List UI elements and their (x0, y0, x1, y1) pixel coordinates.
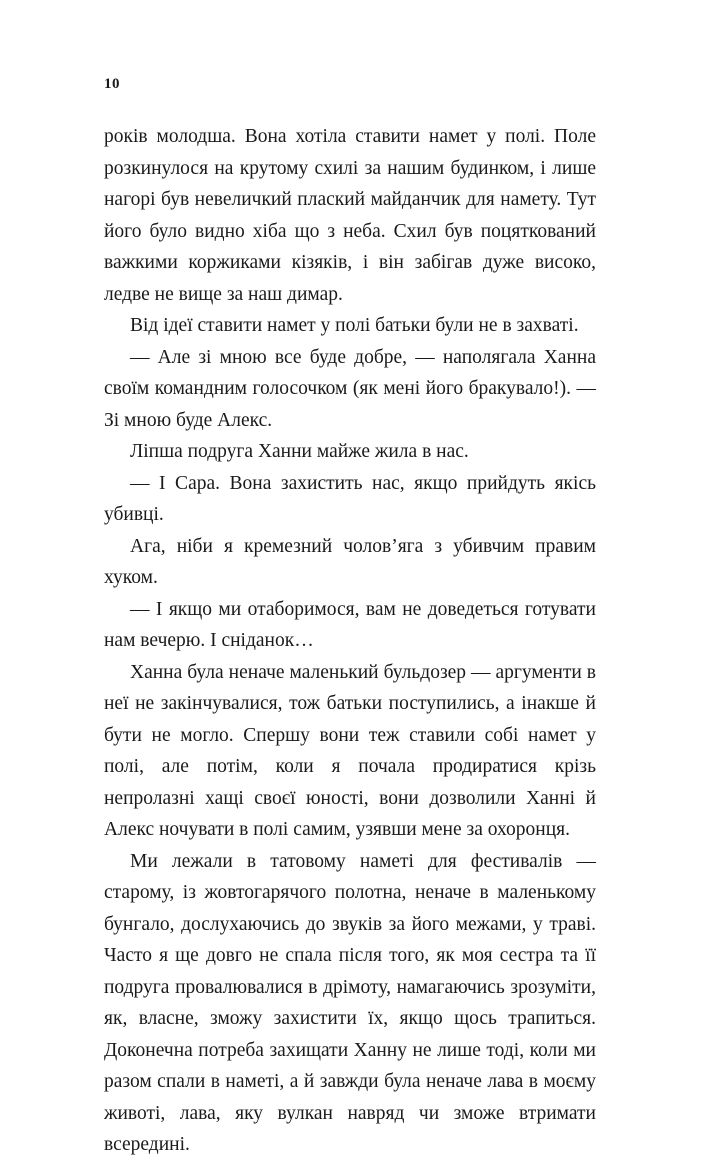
body-text (104, 121, 596, 1161)
paragraph-7: — І якщо ми отаборимося, вам не доведеться готувати нам вечерю. І сніданок… (104, 598, 596, 651)
paragraph-5: — І Сара. Вона захистить нас, якщо прийдуть якісь убивці. (104, 472, 596, 525)
page-number: 10 (104, 76, 120, 92)
paragraph-3: — Але зі мною все буде добре, — наполягала Ханна своїм командним голосочком (як мені його бракувало!). — Зі мною буде Алекс. (104, 346, 596, 431)
paragraph-6: Ага, ніби я кремезний чолов’яга з убивчим правим хуком. (104, 535, 596, 588)
paragraph-1: років молодша. Вона хотіла ставити намет у полі. Поле розкинулося на крутому схилі за нашим будинком, і лише нагорі був невеличкий плаский майданчик для намету. Тут його було видно хіба що з неба. Схил був поцяткований важкими коржиками кізяків, і він забігав дуже високо, ледве не вище за наш димар. (104, 126, 596, 305)
paragraph-9: Ми лежали в татовому наметі для фестивалів — старому, із жовтогарячого полотна, неначе в маленькому бунгало, дослухаючись до звуків за його межами, у траві. Часто я ще довго не спала після того, як моя сестра та її подруга провалювалися в дрімоту, намагаючись зрозуміти, як, власне, зможу захистити їх, якщо щось трапиться. Доконечна потреба захищати Ханну не лише тоді, коли ми разом спали в наметі, а й завжди була неначе лава в моєму животі, лава, яку вулкан навряд чи зможе втримати всередині. (104, 850, 596, 1155)
paragraph-4: Ліпша подруга Ханни майже жила в нас. (130, 441, 469, 462)
paragraph-8: Ханна була неначе маленький бульдозер — аргументи в неї не закінчувалися, тож батьки поступились, а інакше й бути не могло. Спершу вони теж ставили собі намет у полі, але потім, коли я почала продиратися крізь непролазні хащі своєї юності, вони дозволили Ханні й Алекс ночувати в полі самим, узявши мене за охоронця. (104, 661, 596, 840)
paragraph-2: Від ідеї ставити намет у полі батьки були не в захваті. (130, 315, 579, 336)
